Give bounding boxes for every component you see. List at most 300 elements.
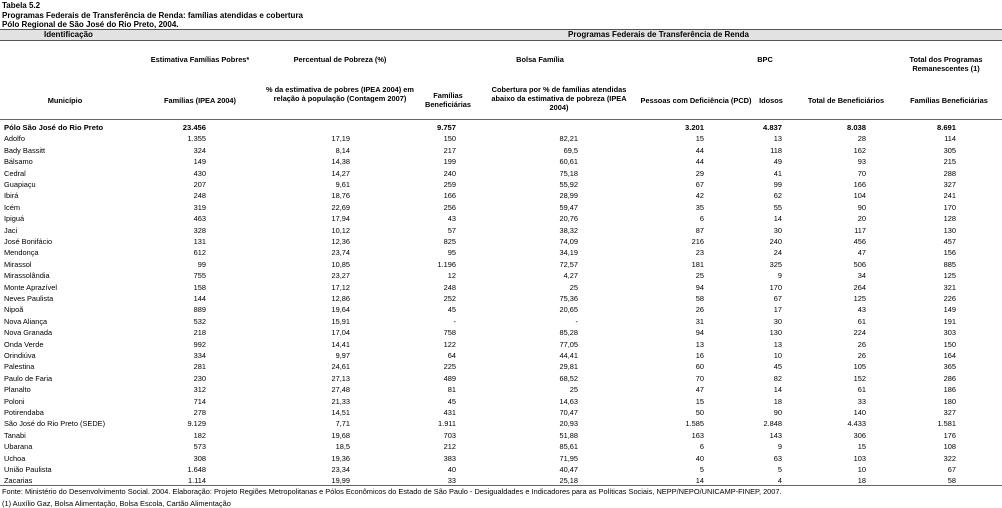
cell-familias-beneficiarias: 383 bbox=[443, 453, 456, 463]
cell-cobertura: 44,41 bbox=[559, 351, 578, 360]
cell-pct-estimativa: 10,12 bbox=[331, 225, 350, 235]
cell-familias-ipea: 463 bbox=[193, 214, 206, 224]
cell-cobertura: 14,63 bbox=[559, 396, 578, 406]
cell-familias-beneficiarias: 57 bbox=[447, 225, 456, 235]
col-municipio: Município bbox=[47, 96, 83, 105]
cell-total-programas: 191 bbox=[943, 316, 956, 326]
cell-familias-beneficiarias: 33 bbox=[447, 476, 456, 486]
cell-total-programas: 885 bbox=[943, 259, 956, 269]
cell-total-beneficiarios: 105 bbox=[853, 362, 866, 372]
cell-total-beneficiarios: 34 bbox=[857, 271, 866, 281]
cell-total-programas: 130 bbox=[943, 225, 956, 235]
cell-familias-beneficiarias: 259 bbox=[443, 180, 456, 189]
cell-familias-beneficiarias: 12 bbox=[447, 271, 456, 281]
cell-pcd: 26 bbox=[695, 305, 704, 315]
cell-total-programas: 114 bbox=[944, 134, 956, 144]
cell-idosos: 24 bbox=[773, 248, 782, 258]
cell-total-beneficiarios: 43 bbox=[857, 305, 866, 315]
cell-municipio: Mirassolândia bbox=[4, 271, 50, 281]
header-divider bbox=[0, 119, 1002, 120]
cell-familias-ipea: 248 bbox=[193, 191, 206, 201]
cell-total-beneficiarios: 61 bbox=[857, 385, 866, 395]
cell-idosos: 325 bbox=[769, 259, 782, 269]
cell-cobertura: 82,21 bbox=[559, 134, 578, 144]
cell-total-beneficiarios: 224 bbox=[853, 328, 866, 338]
table-row bbox=[0, 339, 1002, 350]
cell-total-programas: 1.581 bbox=[937, 419, 956, 429]
cell-total-beneficiarios: 47 bbox=[857, 248, 866, 258]
cell-familias-beneficiarias: 240 bbox=[443, 168, 456, 178]
cell-familias-ipea: 324 bbox=[193, 145, 206, 155]
cell-cobertura: 70,47 bbox=[559, 408, 578, 417]
cell-pcd: 67 bbox=[695, 180, 704, 189]
cell-pct-estimativa: 14,38 bbox=[331, 157, 350, 167]
col-familias-beneficiarias-2: Famílias Beneficiárias bbox=[910, 96, 988, 105]
col-pcd: Pessoas com Deficiência (PCD) bbox=[640, 96, 752, 105]
cell-municipio: Cedral bbox=[4, 168, 26, 178]
cell-idosos: 45 bbox=[773, 362, 782, 372]
cell-pcd: 44 bbox=[695, 157, 704, 167]
cell-idosos: 143 bbox=[769, 430, 782, 440]
cell-pct-estimativa: 9,97 bbox=[335, 351, 350, 360]
footer-divider bbox=[0, 485, 1002, 486]
cell-idosos: 13 bbox=[773, 339, 782, 349]
cell-familias-beneficiarias: 212 bbox=[443, 442, 456, 452]
table-row bbox=[0, 327, 1002, 338]
cell-familias-beneficiarias: 45 bbox=[447, 396, 456, 406]
cell-cobertura: 72,57 bbox=[559, 259, 578, 269]
cell-total-programas: 365 bbox=[943, 362, 956, 372]
cell-total-beneficiarios: 10 bbox=[857, 465, 866, 474]
cell-cobertura: 75,36 bbox=[559, 294, 578, 303]
cell-pcd: 13 bbox=[695, 339, 704, 349]
table-row bbox=[0, 441, 1002, 452]
cell-cobertura: 28,99 bbox=[559, 191, 578, 201]
cell-total-programas: 180 bbox=[943, 396, 956, 406]
cell-municipio: Bady Bassitt bbox=[4, 145, 46, 155]
table-row bbox=[0, 179, 1002, 190]
cell-pcd: 15 bbox=[695, 396, 704, 406]
table-number: Tabela 5.2 bbox=[2, 1, 41, 10]
cell-idosos: 67 bbox=[773, 294, 782, 303]
cell-total-programas: 186 bbox=[943, 385, 956, 395]
table-row bbox=[0, 464, 1002, 475]
cell-idosos: 10 bbox=[773, 351, 782, 360]
cell-municipio: Adolfo bbox=[4, 134, 25, 144]
footnote: (1) Auxílio Gaz, Bolsa Alimentação, Bolsa Escola, Cartão Alimentação bbox=[2, 499, 231, 508]
cell-cobertura: 85,28 bbox=[559, 328, 578, 338]
cell-familias-ipea: 144 bbox=[193, 294, 206, 303]
cell-pct-estimativa: 17,04 bbox=[331, 328, 350, 338]
cell-cobertura: 69,5 bbox=[563, 145, 578, 155]
cell-municipio: Nova Aliança bbox=[4, 316, 48, 326]
cell-familias-beneficiarias: 225 bbox=[443, 362, 456, 372]
cell-municipio: Orindiúva bbox=[4, 351, 36, 360]
col-familias-ipea: Famílias (IPEA 2004) bbox=[163, 96, 237, 105]
cell-municipio: Pólo São José do Rio Preto bbox=[4, 123, 104, 132]
cell-municipio: Zacarias bbox=[4, 476, 33, 486]
cell-familias-ipea: 1.114 bbox=[188, 476, 206, 486]
table-row bbox=[0, 350, 1002, 361]
cell-total-beneficiarios: 8.038 bbox=[846, 123, 866, 132]
cell-familias-ipea: 612 bbox=[193, 248, 206, 258]
table-row bbox=[0, 430, 1002, 441]
cell-municipio: Nova Granada bbox=[4, 328, 53, 338]
cell-pct-estimativa: 17,12 bbox=[331, 282, 350, 292]
cell-pcd: 40 bbox=[695, 453, 704, 463]
cell-familias-ipea: 328 bbox=[193, 225, 206, 235]
cell-idosos: 240 bbox=[769, 237, 782, 246]
cell-total-beneficiarios: 15 bbox=[857, 442, 866, 452]
table-row bbox=[0, 168, 1002, 179]
cell-total-beneficiarios: 70 bbox=[857, 168, 866, 178]
cell-familias-beneficiarias: 199 bbox=[443, 157, 456, 167]
cell-total-programas: 108 bbox=[943, 442, 956, 452]
cell-idosos: 118 bbox=[770, 145, 782, 155]
cell-familias-ipea: 182 bbox=[193, 430, 206, 440]
cell-municipio: Guapiaçu bbox=[4, 180, 36, 189]
cell-cobertura: 20,93 bbox=[559, 419, 578, 429]
table-row bbox=[0, 247, 1002, 258]
cell-familias-beneficiarias: 1.196 bbox=[437, 259, 456, 269]
cell-total-beneficiarios: 166 bbox=[853, 180, 866, 189]
cell-cobertura: 74,09 bbox=[559, 237, 578, 246]
cell-total-programas: 226 bbox=[943, 294, 956, 303]
cell-familias-beneficiarias: 122 bbox=[443, 339, 456, 349]
cell-idosos: 17 bbox=[773, 305, 782, 315]
cell-pct-estimativa: 17,19 bbox=[331, 134, 350, 144]
cell-pcd: 14 bbox=[695, 476, 704, 486]
band-programas: Programas Federais de Transferência de Renda bbox=[568, 30, 749, 39]
cell-total-programas: 286 bbox=[943, 373, 956, 383]
cell-familias-beneficiarias: 758 bbox=[443, 328, 456, 338]
cell-familias-beneficiarias: 43 bbox=[447, 214, 456, 224]
cell-municipio: José Bonifácio bbox=[4, 237, 53, 246]
cell-total-beneficiarios: 125 bbox=[853, 294, 866, 303]
table-row bbox=[0, 236, 1002, 247]
cell-familias-beneficiarias: 166 bbox=[443, 191, 456, 201]
cell-municipio: Paulo de Faria bbox=[4, 373, 53, 383]
cell-pct-estimativa: 19,68 bbox=[331, 430, 350, 440]
table-row bbox=[0, 316, 1002, 327]
cell-familias-ipea: 23.456 bbox=[182, 123, 206, 132]
cell-total-programas: 164 bbox=[943, 351, 956, 360]
cell-idosos: 30 bbox=[773, 225, 782, 235]
group-total-programas: Total dos Programas Remanescentes (1) bbox=[909, 55, 983, 73]
cell-pcd: 29 bbox=[695, 168, 704, 178]
cell-municipio: Planalto bbox=[4, 385, 31, 395]
cell-pct-estimativa: 23,27 bbox=[331, 271, 350, 281]
cell-pcd: 181 bbox=[691, 259, 704, 269]
cell-pcd: 163 bbox=[691, 430, 704, 440]
cell-total-programas: 305 bbox=[943, 145, 956, 155]
cell-cobertura: 29,81 bbox=[559, 362, 578, 372]
cell-municipio: Nipoã bbox=[4, 305, 24, 315]
cell-total-programas: 327 bbox=[943, 180, 956, 189]
cell-cobertura: 20,76 bbox=[559, 214, 578, 224]
cell-pct-estimativa: 27,48 bbox=[331, 385, 350, 395]
cell-idosos: 4 bbox=[777, 476, 782, 486]
cell-familias-ipea: 319 bbox=[193, 202, 206, 212]
cell-idosos: 41 bbox=[773, 168, 782, 178]
cell-cobertura: 25 bbox=[569, 282, 578, 292]
table-row bbox=[0, 133, 1002, 144]
cell-total-beneficiarios: 4.433 bbox=[847, 419, 866, 429]
cell-municipio: Potirendaba bbox=[4, 408, 44, 417]
cell-cobertura: 55,92 bbox=[559, 180, 578, 189]
cell-familias-ipea: 1.648 bbox=[187, 465, 206, 474]
cell-total-beneficiarios: 28 bbox=[857, 134, 866, 144]
cell-familias-beneficiarias: 45 bbox=[447, 305, 456, 315]
cell-cobertura: - bbox=[575, 316, 578, 326]
cell-pcd: 216 bbox=[691, 237, 704, 246]
cell-pct-estimativa: 24,61 bbox=[331, 362, 350, 372]
cell-pct-estimativa: 9,61 bbox=[335, 180, 350, 189]
cell-familias-beneficiarias: 150 bbox=[443, 134, 456, 144]
cell-pcd: 42 bbox=[695, 191, 704, 201]
cell-total-beneficiarios: 152 bbox=[853, 373, 866, 383]
cell-pct-estimativa: 23,74 bbox=[331, 248, 350, 258]
cell-pcd: 6 bbox=[699, 214, 704, 224]
group-percentual: Percentual de Pobreza (%) bbox=[293, 55, 387, 64]
cell-pct-estimativa: 19,99 bbox=[331, 476, 350, 486]
cell-idosos: 14 bbox=[773, 385, 782, 395]
cell-familias-ipea: 149 bbox=[193, 157, 206, 167]
table-row bbox=[0, 225, 1002, 236]
cell-idosos: 30 bbox=[773, 316, 782, 326]
cell-familias-beneficiarias: 256 bbox=[443, 202, 456, 212]
cell-pct-estimativa: 19,36 bbox=[331, 453, 350, 463]
cell-pcd: 5 bbox=[699, 465, 704, 474]
col-cobertura: Cobertura por % de famílias atendidas abaixo da estimativa de pobreza (IPEA 2004) bbox=[491, 85, 627, 112]
cell-pcd: 47 bbox=[695, 385, 704, 395]
cell-total-beneficiarios: 456 bbox=[853, 237, 866, 246]
cell-municipio: União Paulista bbox=[4, 465, 52, 474]
cell-pcd: 3.201 bbox=[684, 123, 704, 132]
cell-familias-beneficiarias: 1.911 bbox=[438, 419, 456, 429]
cell-pct-estimativa: 14,41 bbox=[331, 339, 350, 349]
cell-idosos: 18 bbox=[773, 396, 782, 406]
cell-cobertura: 68,52 bbox=[559, 373, 578, 383]
cell-pcd: 16 bbox=[695, 351, 704, 360]
cell-pcd: 31 bbox=[695, 316, 704, 326]
cell-municipio: Ubarana bbox=[4, 442, 33, 452]
cell-pct-estimativa: 15,91 bbox=[331, 316, 350, 326]
cell-cobertura: 20,65 bbox=[559, 305, 578, 315]
cell-total-programas: 176 bbox=[943, 430, 956, 440]
cell-familias-ipea: 158 bbox=[193, 282, 206, 292]
cell-pcd: 50 bbox=[695, 408, 704, 417]
cell-total-beneficiarios: 90 bbox=[857, 202, 866, 212]
cell-familias-ipea: 207 bbox=[193, 180, 206, 189]
cell-total-beneficiarios: 33 bbox=[857, 396, 866, 406]
cell-pct-estimativa: 12,86 bbox=[331, 294, 350, 303]
table-row bbox=[0, 282, 1002, 293]
cell-familias-beneficiarias: 9.757 bbox=[436, 123, 456, 132]
cell-total-beneficiarios: 26 bbox=[857, 351, 866, 360]
cell-total-programas: 156 bbox=[943, 248, 956, 258]
table-row bbox=[0, 407, 1002, 418]
cell-total-beneficiarios: 506 bbox=[853, 259, 866, 269]
cell-familias-ipea: 714 bbox=[193, 396, 206, 406]
cell-pcd: 23 bbox=[695, 248, 704, 258]
cell-familias-beneficiarias: 95 bbox=[447, 248, 456, 258]
cell-municipio: Uchoa bbox=[4, 453, 26, 463]
col-familias-beneficiarias: Famílias Beneficiárias bbox=[424, 91, 471, 109]
cell-total-programas: 215 bbox=[943, 157, 956, 167]
cell-total-beneficiarios: 20 bbox=[857, 214, 866, 224]
cell-total-programas: 67 bbox=[947, 465, 956, 474]
cell-total-beneficiarios: 264 bbox=[853, 282, 866, 292]
cell-total-beneficiarios: 61 bbox=[857, 316, 866, 326]
cell-cobertura: 59,47 bbox=[559, 202, 578, 212]
cell-municipio: Neves Paulista bbox=[4, 294, 54, 303]
cell-idosos: 13 bbox=[773, 134, 782, 144]
cell-pcd: 1.585 bbox=[685, 419, 704, 429]
cell-pcd: 15 bbox=[695, 134, 704, 144]
cell-familias-beneficiarias: 64 bbox=[447, 351, 456, 360]
table-row bbox=[0, 259, 1002, 270]
cell-idosos: 82 bbox=[773, 373, 782, 383]
cell-total-programas: 321 bbox=[943, 282, 956, 292]
cell-municipio: Tanabi bbox=[4, 430, 26, 440]
cell-total-programas: 457 bbox=[943, 237, 956, 246]
cell-idosos: 130 bbox=[769, 328, 782, 338]
cell-idosos: 90 bbox=[773, 408, 782, 417]
cell-familias-ipea: 889 bbox=[193, 305, 206, 315]
cell-pcd: 60 bbox=[695, 362, 704, 372]
cell-pct-estimativa: 7,71 bbox=[335, 419, 350, 429]
cell-familias-ipea: 1.355 bbox=[187, 134, 206, 144]
cell-idosos: 14 bbox=[773, 214, 782, 224]
table-row bbox=[0, 361, 1002, 372]
cell-familias-ipea: 9.129 bbox=[187, 419, 206, 429]
table-row bbox=[0, 202, 1002, 213]
group-estimativa: Estimativa Famílias Pobres* bbox=[150, 55, 250, 64]
cell-idosos: 62 bbox=[773, 191, 782, 201]
header-band bbox=[0, 29, 1002, 41]
table-row bbox=[0, 453, 1002, 464]
cell-pct-estimativa: 10,85 bbox=[331, 259, 350, 269]
cell-municipio: Poloni bbox=[4, 396, 25, 406]
cell-pct-estimativa: 27,13 bbox=[331, 373, 350, 383]
cell-pcd: 70 bbox=[695, 373, 704, 383]
cell-familias-beneficiarias: - bbox=[453, 316, 456, 326]
cell-idosos: 9 bbox=[777, 442, 782, 452]
cell-pct-estimativa: 12,36 bbox=[331, 237, 350, 246]
cell-pct-estimativa: 22,69 bbox=[331, 202, 350, 212]
table-row bbox=[0, 145, 1002, 156]
cell-familias-beneficiarias: 248 bbox=[443, 282, 456, 292]
cell-familias-ipea: 992 bbox=[193, 339, 206, 349]
cell-idosos: 170 bbox=[769, 282, 782, 292]
cell-pct-estimativa: 14,27 bbox=[331, 168, 350, 178]
cell-total-programas: 303 bbox=[943, 328, 956, 338]
cell-familias-ipea: 218 bbox=[193, 328, 206, 338]
cell-familias-ipea: 755 bbox=[193, 271, 206, 281]
cell-familias-ipea: 308 bbox=[193, 453, 206, 463]
cell-total-programas: 150 bbox=[943, 339, 956, 349]
cell-familias-beneficiarias: 703 bbox=[443, 430, 456, 440]
cell-pct-estimativa: 21,33 bbox=[331, 396, 350, 406]
cell-municipio: Mendonça bbox=[4, 248, 39, 258]
cell-total-beneficiarios: 103 bbox=[853, 453, 866, 463]
cell-idosos: 55 bbox=[773, 202, 782, 212]
cell-cobertura: 85,61 bbox=[559, 442, 578, 452]
cell-total-beneficiarios: 117 bbox=[854, 225, 866, 235]
cell-total-programas: 58 bbox=[947, 476, 956, 486]
table-row bbox=[0, 373, 1002, 384]
col-pct-estimativa: % da estimativa de pobres (IPEA 2004) em relação à população (Contagem 2007) bbox=[265, 85, 414, 103]
cell-total-programas: 241 bbox=[943, 191, 956, 201]
cell-total-programas: 170 bbox=[943, 202, 956, 212]
table-row bbox=[0, 270, 1002, 281]
cell-familias-ipea: 312 bbox=[193, 385, 206, 395]
cell-total-beneficiarios: 104 bbox=[853, 191, 866, 201]
cell-pct-estimativa: 17,94 bbox=[331, 214, 350, 224]
cell-municipio: Icém bbox=[4, 202, 21, 212]
table-title: Programas Federais de Transferência de Renda: famílias atendidas e cobertura bbox=[2, 10, 304, 20]
cell-pcd: 94 bbox=[695, 328, 704, 338]
cell-total-programas: 125 bbox=[943, 271, 956, 281]
band-identificacao: Identificação bbox=[44, 30, 93, 39]
cell-pcd: 58 bbox=[695, 294, 704, 303]
cell-familias-beneficiarias: 431 bbox=[443, 408, 456, 417]
table-row-total bbox=[0, 122, 1002, 133]
cell-cobertura: 77,05 bbox=[559, 339, 578, 349]
cell-municipio: Jaci bbox=[4, 225, 18, 235]
cell-municipio: Bálsamo bbox=[4, 157, 33, 167]
cell-total-programas: 149 bbox=[943, 305, 956, 315]
cell-familias-beneficiarias: 825 bbox=[443, 237, 456, 246]
table-title-block bbox=[2, 1, 303, 30]
cell-familias-ipea: 131 bbox=[193, 237, 206, 246]
cell-cobertura: 75,18 bbox=[559, 168, 578, 178]
cell-cobertura: 51,88 bbox=[559, 430, 578, 440]
cell-familias-ipea: 532 bbox=[193, 316, 206, 326]
cell-pcd: 44 bbox=[695, 145, 704, 155]
cell-familias-beneficiarias: 81 bbox=[447, 385, 456, 395]
cell-idosos: 4.837 bbox=[762, 123, 782, 132]
cell-familias-ipea: 430 bbox=[193, 168, 206, 178]
cell-cobertura: 25 bbox=[569, 385, 578, 395]
table-row bbox=[0, 293, 1002, 304]
source-note: Fonte: Ministério do Desenvolvimento Social. 2004. Elaboração: Projeto Regiões Metropolitanas e Pólos Econômicos do Estado de São Paulo - Desigualdades e Indicadores para as Políticas Sociais, NEPP/NEPO/UNICAMP-FINEP, 2007. bbox=[2, 487, 782, 496]
table-subtitle: Pólo Regional de São José do Rio Preto, 2004. bbox=[2, 20, 179, 29]
table-row bbox=[0, 156, 1002, 167]
cell-pct-estimativa: 14,51 bbox=[331, 408, 350, 417]
col-idosos: Idosos bbox=[759, 96, 783, 105]
cell-cobertura: 4,27 bbox=[563, 271, 578, 281]
table-row bbox=[0, 418, 1002, 429]
cell-familias-beneficiarias: 40 bbox=[447, 465, 456, 474]
col-total-beneficiarios: Total de Beneficiários bbox=[807, 96, 885, 105]
cell-total-beneficiarios: 93 bbox=[857, 157, 866, 167]
cell-municipio: Ipiguá bbox=[4, 214, 25, 224]
cell-familias-ipea: 281 bbox=[193, 362, 206, 372]
cell-familias-ipea: 573 bbox=[193, 442, 206, 452]
cell-municipio: Onda Verde bbox=[4, 339, 44, 349]
cell-familias-ipea: 278 bbox=[193, 408, 206, 417]
cell-pcd: 25 bbox=[695, 271, 704, 281]
cell-total-beneficiarios: 140 bbox=[853, 408, 866, 417]
cell-pct-estimativa: 19,64 bbox=[331, 305, 350, 315]
cell-familias-beneficiarias: 252 bbox=[443, 294, 456, 303]
cell-familias-ipea: 334 bbox=[193, 351, 206, 360]
cell-cobertura: 25,18 bbox=[559, 476, 578, 486]
cell-total-beneficiarios: 26 bbox=[857, 339, 866, 349]
group-bolsa-familia: Bolsa Família bbox=[516, 55, 564, 64]
